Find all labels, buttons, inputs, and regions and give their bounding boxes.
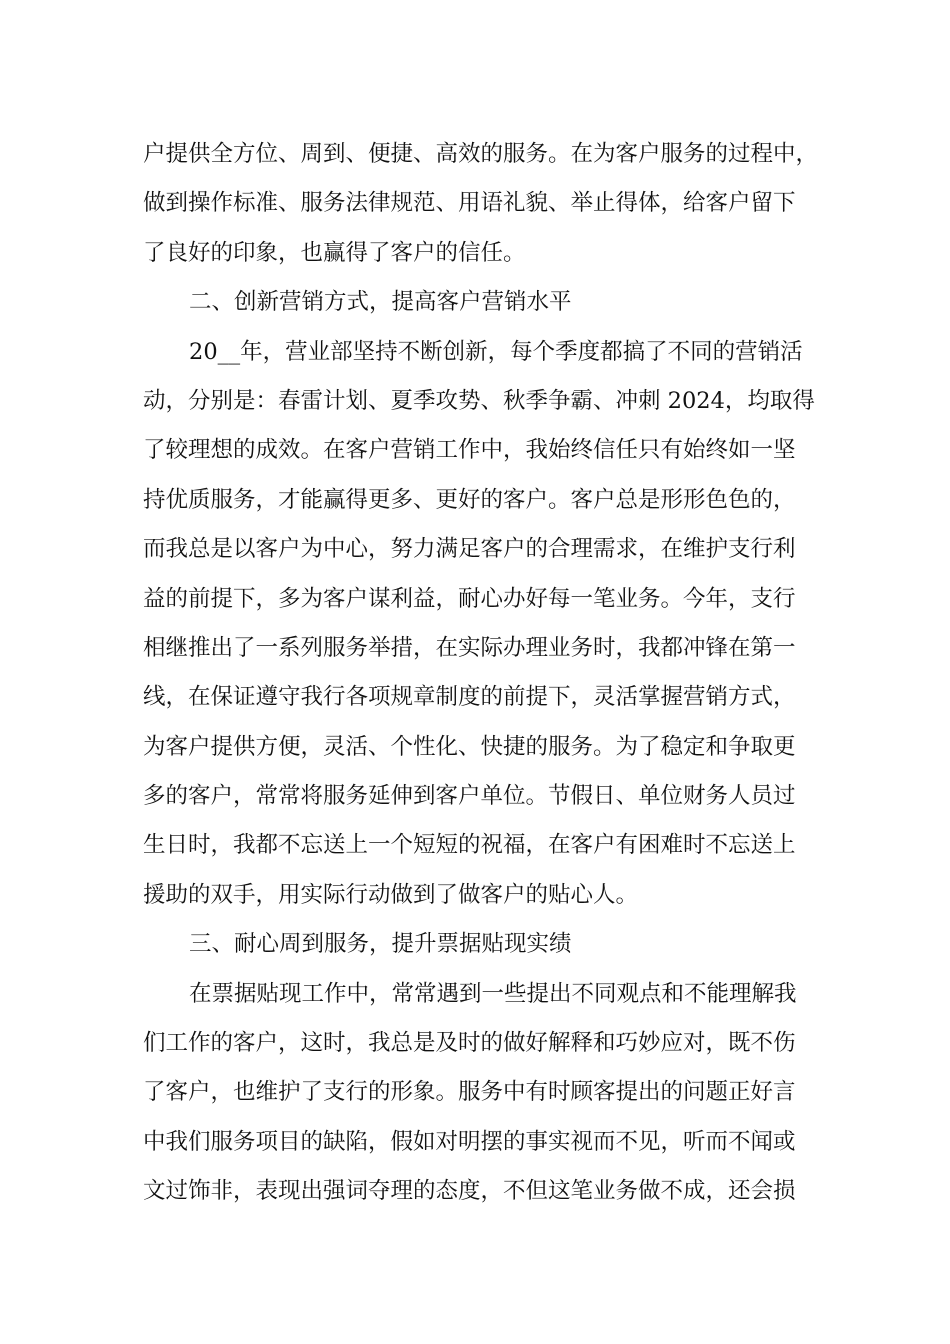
text-line: 持优质服务，才能赢得更多、更好的客户。客户总是形形色色的， xyxy=(143,486,796,513)
paragraph-first-line: 20__年，营业部坚持不断创新，每个季度都搞了不同的营销活 xyxy=(189,338,803,365)
text-line: 为客户提供方便，灵活、个性化、快捷的服务。为了稳定和争取更 xyxy=(143,733,796,760)
text-line: 了较理想的成效。在客户营销工作中，我始终信任只有始终如一坚 xyxy=(143,437,796,464)
text-line: 了良好的印象，也赢得了客户的信任。 xyxy=(143,239,526,266)
text-line: 了客户，也维护了支行的形象。服务中有时顾客提出的问题正好言 xyxy=(143,1079,796,1106)
text-line: 文过饰非，表现出强词夺理的态度，不但这笔业务做不成，还会损 xyxy=(143,1178,796,1205)
section-heading: 三、耐心周到服务，提升票据贴现实绩 xyxy=(189,931,572,958)
text-line: 而我总是以客户为中心，努力满足客户的合理需求，在维护支行利 xyxy=(143,536,796,563)
text-line: 们工作的客户，这时，我总是及时的做好解释和巧妙应对，既不伤 xyxy=(143,1030,796,1057)
text-line: 生日时，我都不忘送上一个短短的祝福，在客户有困难时不忘送上 xyxy=(143,832,796,859)
text-line: 做到操作标准、服务法律规范、用语礼貌、举止得体，给客户留下 xyxy=(143,190,796,217)
text-line: 相继推出了一系列服务举措，在实际办理业务时，我都冲锋在第一 xyxy=(143,634,796,661)
text-line: 户提供全方位、周到、便捷、高效的服务。在为客户服务的过程中， xyxy=(143,141,819,167)
section-heading: 二、创新营销方式，提高客户营销水平 xyxy=(189,289,572,316)
text-line: 援助的双手，用实际行动做到了做客户的贴心人。 xyxy=(143,881,639,908)
text-line: 动，分别是：春雷计划、夏季攻势、秋季争霸、冲刺 2024，均取得 xyxy=(143,387,815,414)
text-line: 益的前提下，多为客户谋利益，耐心办好每一笔业务。今年，支行 xyxy=(143,585,796,612)
text-line: 中我们服务项目的缺陷，假如对明摆的事实视而不见，听而不闻或 xyxy=(143,1128,796,1155)
text-line: 多的客户，常常将服务延伸到客户单位。节假日、单位财务人员过 xyxy=(143,783,796,810)
paragraph-first-line: 在票据贴现工作中，常常遇到一些提出不同观点和不能理解我 xyxy=(189,980,797,1007)
body-text xyxy=(143,130,819,1217)
text-line: 线，在保证遵守我行各项规章制度的前提下，灵活掌握营销方式， xyxy=(143,684,796,711)
